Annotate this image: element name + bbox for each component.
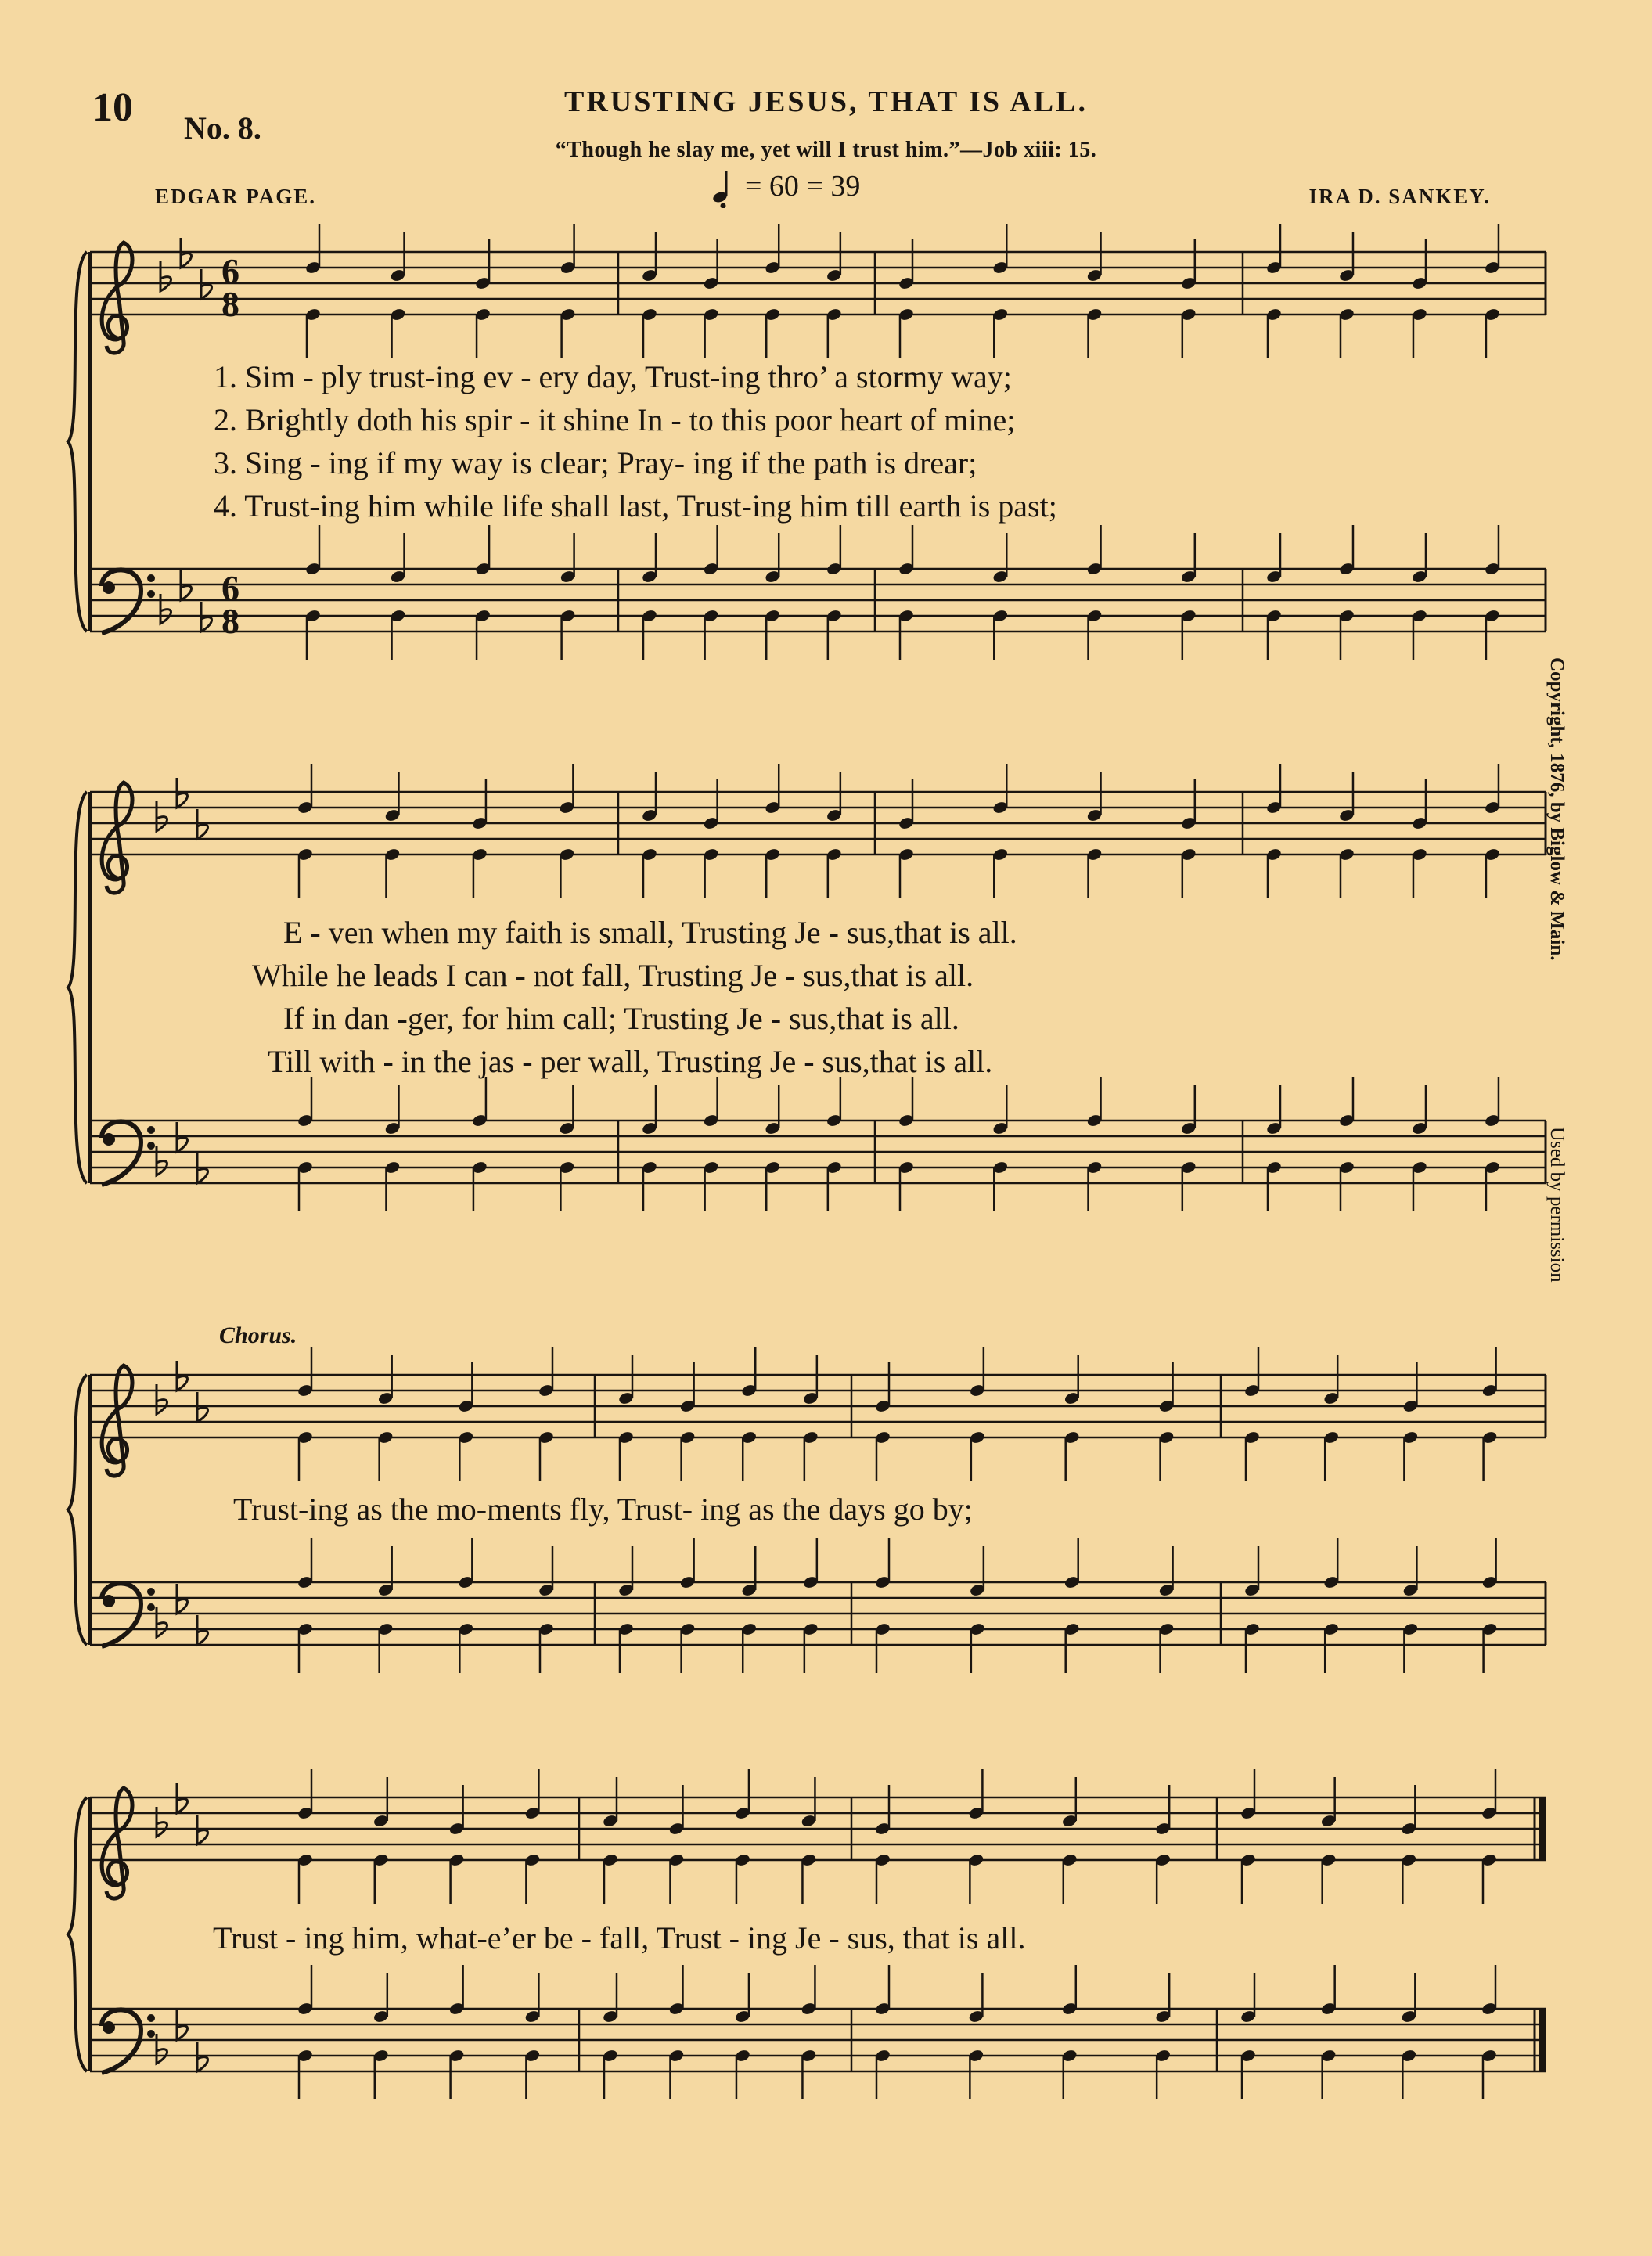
time-signature-bottom: 8 [221,284,239,324]
treble-clef-icon [102,1365,132,1476]
author-credit: EDGAR PAGE. [155,185,317,208]
bass-clef-icon [102,1121,141,1185]
flat-sign-icon [160,594,171,624]
verse-1-line-1: 1. Sim - ply trust-ing ev - ery day, Trust-ing thro’ a stormy way; [214,359,1012,394]
flat-sign-icon [157,2034,167,2064]
bass-clef-icon [102,570,141,633]
hymn-number: No. 8. [184,110,261,146]
system-2-brace [68,792,87,1183]
treble-clef-icon [102,1788,132,1898]
flat-sign-icon [157,801,167,831]
hymn-title: TRUSTING JESUS, THAT IS ALL. [563,85,1088,118]
system-4-brace [68,1797,87,2071]
tempo-text: = 60 = 39 [745,170,861,203]
flat-sign-icon [157,1146,167,1175]
bass-clef-dot [103,581,115,594]
bass-clef-dot [147,1588,155,1596]
bass-clef-dot [147,1126,155,1134]
verse-4-line-2: Till with - in the jas - per wall, Trusting Je - sus,that is all. [268,1044,993,1079]
bass-clef-icon [102,2010,141,2073]
time-signature-top: 6 [221,568,239,608]
chorus-label: Chorus. [219,1322,297,1348]
bass-clef-dot [147,590,155,598]
composer-credit: IRA D. SANKEY. [1308,185,1491,208]
flat-sign-icon [160,261,171,291]
system-3-brace [68,1375,87,1645]
flat-sign-icon [157,1384,167,1414]
treble-clef-icon [102,783,132,893]
verse-2-line-1: 2. Brightly doth his spir - it shine In - to this poor heart of mine; [214,402,1016,437]
treble-clef-icon [102,243,132,353]
chorus-line-2: Trust - ing him, what-e’er be - fall, Trust - ing Je - sus, that is all. [213,1920,1026,1956]
verse-3-line-1: 3. Sing - ing if my way is clear; Pray- ing if the path is drear; [214,445,977,480]
bass-clef-dot [147,574,155,582]
time-signature-bottom: 8 [221,601,239,641]
permission-notice: Used by permission [1546,1127,1567,1283]
chorus-line-1: Trust-ing as the mo-ments fly, Trust- ing as the days go by; [233,1491,973,1527]
flat-sign-icon [157,1807,167,1837]
bass-clef-dot [147,1142,155,1150]
bass-clef-dot [103,1595,115,1607]
bass-clef-dot [103,1133,115,1146]
verse-4-line-1: 4. Trust-ing him while life shall last, Trust-ing him till earth is past; [214,488,1057,524]
copyright-notice: Copyright, 1876, by Biglow & Main. [1546,657,1567,961]
flat-sign-icon [157,1607,167,1637]
bass-clef-icon [102,1583,141,1646]
bass-clef-dot [103,2021,115,2034]
system-1-brace [68,252,87,631]
verse-2-line-2: While he leads I can - not fall, Trusting Je - sus,that is all. [252,958,974,993]
time-signature-top: 6 [221,251,239,291]
bass-clef-dot [147,2030,155,2038]
page-number: 10 [92,85,133,130]
bass-clef-dot [147,1603,155,1611]
bass-clef-dot [147,2014,155,2022]
verse-3-line-2: If in dan -ger, for him call; Trusting Je - sus,that is all. [283,1001,959,1036]
epigraph: “Though he slay me, yet will I trust him.”—Job xiii: 15. [555,138,1097,162]
verse-1-line-2: E - ven when my faith is small, Trusting Je - sus,that is all. [283,915,1017,950]
